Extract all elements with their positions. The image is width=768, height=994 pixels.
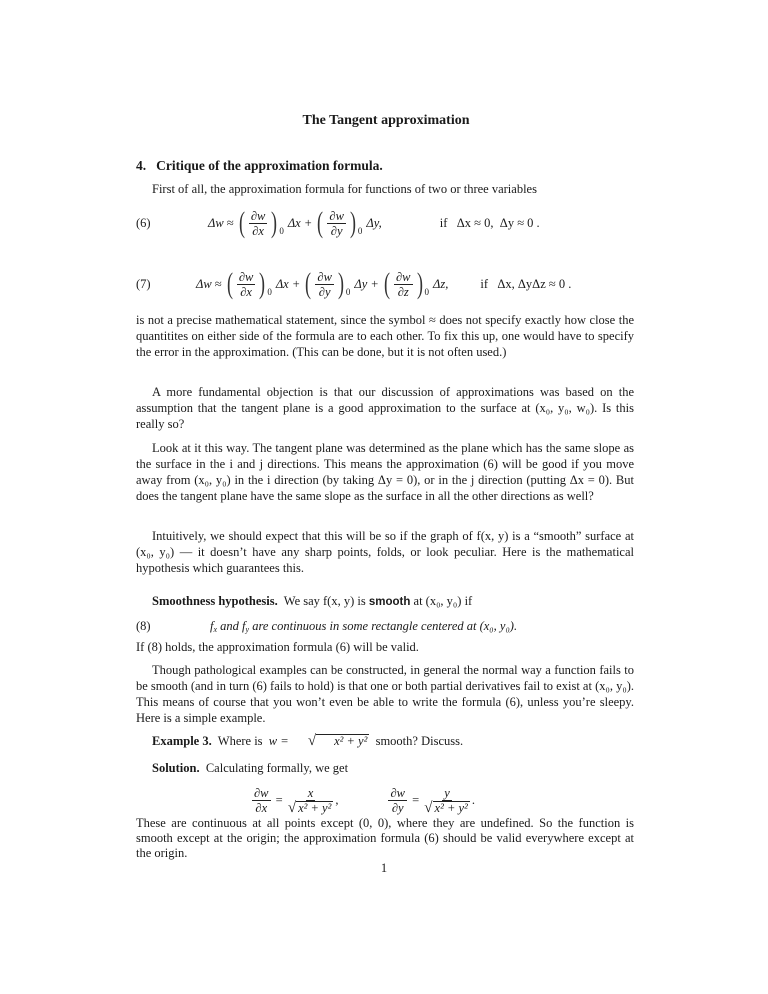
denominator: ∂y — [330, 223, 343, 238]
numerator: ∂w — [254, 785, 269, 800]
solution-text: Calculating formally, we get — [205, 761, 349, 775]
radicand: x² + y² — [316, 734, 369, 748]
sqrt-expression: √ x² + y² — [307, 733, 368, 749]
numerator: ∂w — [250, 208, 266, 223]
example-post: smooth? Discuss. — [375, 734, 464, 748]
example-3 — [136, 733, 634, 749]
and-word: and — [220, 618, 239, 633]
equation-condition: if Δx, ΔyΔz ≈ 0 . — [480, 276, 572, 291]
example-lhs: w = — [268, 734, 289, 748]
document-title: The Tangent approximation — [302, 113, 470, 128]
equals: = — [412, 792, 420, 807]
numerator: ∂w — [396, 269, 411, 284]
section-title: Critique of the approximation formula. — [156, 158, 383, 173]
subscript: 0 — [424, 287, 430, 297]
term-suffix: Δx + — [287, 215, 313, 230]
intro-paragraph: First of all, the approximation formula for functions of two or three variables — [152, 182, 537, 196]
section-heading — [136, 158, 383, 174]
solution-heading: Solution. — [152, 761, 200, 775]
paragraph-look-at-it: Look at it this way. The tangent plane was determined as the plane which has the same slope as the surface in the i and j directions. This means the approximation (6) will be good if you move away from (x₀, y₀) in the i direction (by taking Δy = 0), or in the j direction (putting Δx = 0). But does the tangent plane have the same slope as the surface in all the other directions as well? — [136, 441, 634, 503]
subscript: 0 — [357, 226, 363, 236]
term-suffix: Δz, — [433, 276, 449, 291]
equation-8-text: are continuous in some rectangle centered at (x₀, y₀). — [252, 618, 518, 633]
smoothness-post: at (x₀, y₀) if — [413, 594, 473, 608]
equation-6: (6) Δw ≈ ( $\frac{\partial w}{\partial x}$ ) 0 Δx + ( $\frac{\partial w}{\partial y}$ ) 0 Δy, if Δx ≈ 0, Δy ≈ 0 . — [136, 206, 540, 239]
numerator: ∂w — [329, 208, 344, 223]
fx-subscript: x — [213, 624, 218, 634]
subscript: 0 — [267, 287, 272, 297]
equation-label: (7) — [136, 276, 151, 291]
subscript: 0 — [345, 287, 351, 297]
approx-symbol: ≈ — [226, 215, 234, 230]
example-pre: Where is — [217, 734, 263, 748]
denominator: ∂z — [397, 284, 409, 299]
eq-lhs: Δw — [208, 215, 224, 230]
equals: = — [275, 792, 283, 807]
equation-label: (8) — [136, 618, 151, 633]
numerator: x — [307, 785, 314, 800]
smooth-term: smooth — [368, 596, 411, 608]
partial-derivatives: $\frac{\partial w}{\partial x}$ = x √ x² + y² , $\frac{\partial w}{\partial y}$ = y √ x² + y² . — [254, 785, 475, 816]
punctuation: , — [335, 792, 339, 807]
numerator: ∂w — [238, 269, 254, 284]
radicand: x² + y² — [298, 800, 332, 815]
term-suffix: Δy, — [366, 215, 382, 230]
equation-label: (6) — [136, 215, 151, 230]
section-number: 4. — [136, 158, 147, 173]
radicand: x² + y² — [434, 800, 468, 815]
paragraph-not-precise: is not a precise mathematical statement, since the symbol ≈ does not specify exactly how close the quantitites on either side of the formula are to each other. To fix this up, one would have to specify the error in the approximation. (This can be done, but it is not often used.) — [136, 313, 634, 359]
paragraph-continuous: These are continuous at all points except (0, 0), where they are undefined. So the function is smooth except at the origin; the approximation formula (6) should be valid everywhere except at the origin. — [136, 816, 634, 860]
equation-7: (7) Δw ≈ ( $\frac{\partial w}{\partial x}$ ) 0 Δx + ( $\frac{\partial w}{\partial y}$ ) 0 Δy + ( $\frac{\partial w}{\partial z}$ ) 0 Δz, if Δx, ΔyΔz ≈ 0 . — [136, 267, 572, 300]
numerator: y — [444, 785, 450, 800]
paragraph-intuitively: Intuitively, we should expect that this will be so if the graph of f(x, y) is a “smooth” surface at (x₀, y₀) — it doesn’t have any sharp points, folds, or look peculiar. Here is the mathematical hypothesis which guarantees this. — [136, 529, 634, 575]
example-heading: Example 3. — [152, 734, 212, 748]
numerator: ∂w — [390, 785, 405, 800]
denominator: ∂y — [318, 284, 331, 299]
paragraph-fundamental-objection: A more fundamental objection is that our discussion of approximations was based on the assumption that the tangent plane is a good approximation to the surface at (x₀, y₀, w₀). Is this really so? — [136, 385, 634, 431]
smoothness-heading: Smoothness hypothesis. — [152, 594, 278, 608]
subscript: 0 — [279, 226, 284, 236]
paragraph-pathological: Though pathological examples can be constructed, in general the normal way a function fails to be smooth (and in turn (6) fails to hold) is that one or both partial derivatives fail to exist at (x₀, y₀). This means of course that you won’t even be able to write the formula (6), unless you’re sleepy. Here is a simple example. — [136, 663, 634, 725]
paragraph-if-8-holds: If (8) holds, the approximation formula (6) will be valid. — [136, 640, 419, 654]
punctuation: . — [471, 792, 475, 807]
fy: f — [242, 618, 246, 633]
term-suffix: Δx + — [275, 276, 301, 291]
solution — [136, 760, 634, 776]
term-suffix: Δy + — [354, 276, 379, 291]
denominator: ∂x — [255, 800, 268, 815]
fx: f — [210, 618, 214, 633]
page-number: 1 — [380, 861, 388, 875]
fy-subscript: y — [245, 624, 250, 634]
equation-condition: if Δx ≈ 0, Δy ≈ 0 . — [439, 215, 540, 230]
denominator: ∂x — [240, 284, 252, 299]
eq-lhs: Δw — [196, 276, 212, 291]
approx-symbol: ≈ — [214, 276, 222, 291]
smoothness-pre: We say f(x, y) is — [283, 594, 366, 608]
denominator: ∂y — [391, 800, 404, 815]
denominator: ∂x — [252, 223, 264, 238]
numerator: ∂w — [317, 269, 332, 284]
